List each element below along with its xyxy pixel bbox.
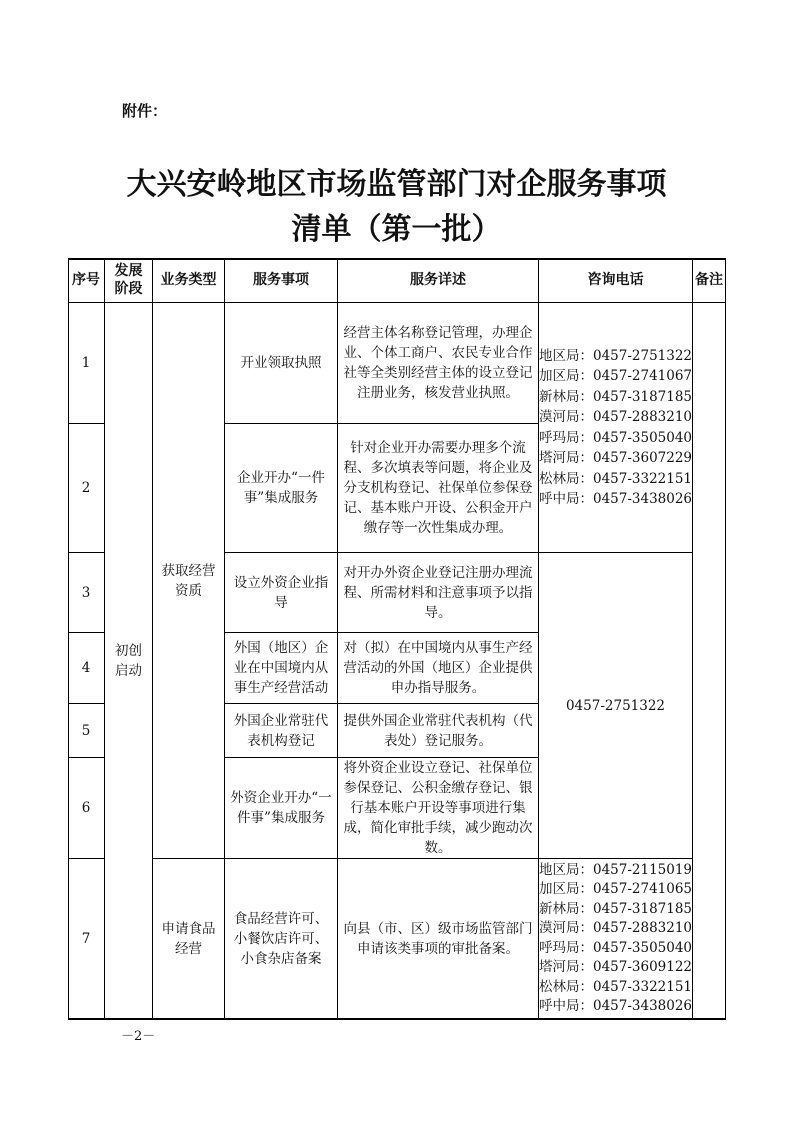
service-item: 外资企业开办“一件事”集成服务 bbox=[230, 790, 332, 826]
phone-entry: 呼玛局：0457-3505040 bbox=[538, 429, 693, 446]
header-phone: 咨询电话 bbox=[587, 272, 644, 288]
header-no: 序号 bbox=[72, 272, 100, 288]
service-detail: 提供外国企业常驻代表机构（代表处）登记服务。 bbox=[343, 712, 533, 749]
row-number: 5 bbox=[81, 722, 91, 739]
document-title-line2: 清单（第一批） bbox=[291, 212, 502, 247]
service-detail: 对开办外资企业登记注册办理流程、所需材料和注意事项予以指导。 bbox=[343, 564, 533, 621]
col-divider-6 bbox=[692, 258, 693, 1019]
phone-entry: 加区局：0457-2741067 bbox=[538, 368, 693, 384]
phone-entry: 新林局：0457-3187185 bbox=[538, 900, 693, 917]
row-number: 2 bbox=[81, 480, 91, 496]
service-detail: 对（拟）在中国境内从事生产经营活动的外国（地区）企业提供申办指导服务。 bbox=[343, 640, 533, 696]
phone-entry: 漠河局：0457-2883210 bbox=[538, 409, 693, 425]
table-border-bottom bbox=[68, 1018, 726, 1020]
attachment-label: 附件： bbox=[122, 102, 168, 120]
header-type: 业务类型 bbox=[160, 272, 217, 288]
type-cell-1: 获取经营资质 bbox=[161, 562, 216, 599]
phone-entry: 漠河局：0457-2883210 bbox=[538, 920, 693, 936]
row-number: 6 bbox=[81, 800, 91, 816]
phone-entry: 呼中局：0457-3438026 bbox=[538, 998, 693, 1014]
header-stage: 发展阶段 bbox=[114, 263, 143, 297]
type-cell-2: 申请食品经营 bbox=[161, 920, 216, 957]
header-item: 服务事项 bbox=[253, 272, 309, 288]
phone-entry: 塔河局：0457-3607229 bbox=[538, 450, 693, 466]
phone-entry: 塔河局：0457-3609122 bbox=[538, 959, 693, 975]
service-detail: 将外资企业设立登记、社保单位参保登记、公积金缴存登记、银行基本账户开设等事项进行集成，简化审批手续，减少跑动次数。 bbox=[343, 760, 533, 856]
service-item: 企业开办“一件事”集成服务 bbox=[237, 470, 325, 506]
page-number: －2－ bbox=[121, 1029, 156, 1044]
phone-entry: 呼玛局：0457-3505040 bbox=[538, 939, 693, 956]
service-item: 开业领取执照 bbox=[240, 355, 322, 371]
phone-entry: 松林局：0457-3322151 bbox=[538, 470, 693, 487]
row-number: 4 bbox=[81, 660, 91, 676]
phone-list-3 bbox=[539, 859, 692, 1018]
row-number: 7 bbox=[81, 930, 91, 947]
phone-entry: 加区局：0457-2741065 bbox=[538, 881, 693, 897]
header-detail: 服务详述 bbox=[410, 272, 466, 288]
service-detail: 向县（市、区）级市场监管部门申请该类事项的审批备案。 bbox=[343, 920, 533, 957]
row-number: 1 bbox=[81, 355, 91, 371]
stage-cell: 初创启动 bbox=[115, 642, 142, 679]
phone-entry: 新林局：0457-3187185 bbox=[538, 388, 693, 405]
service-item: 外国（地区）企业在中国境内从事生产经营活动 bbox=[233, 640, 329, 696]
service-item: 食品经营许可、小餐饮店许可、小食杂店备案 bbox=[233, 910, 329, 967]
phone-entry: 地区局：0457-2115019 bbox=[538, 861, 693, 878]
document-title-line1: 大兴安岭地区市场监管部门对企服务事项 bbox=[126, 167, 667, 202]
service-item: 设立外资企业指导 bbox=[233, 574, 329, 611]
service-item: 外国企业常驻代表机构登记 bbox=[233, 712, 329, 749]
header-note: 备注 bbox=[695, 272, 723, 288]
phone-single: 0457-2751322 bbox=[565, 697, 666, 714]
service-detail: 经营主体名称登记管理，办理企业、个体工商户、农民专业合作社等全类别经营主体的设立登记注册业务，核发营业执照。 bbox=[343, 325, 533, 401]
phone-list-1 bbox=[539, 303, 692, 552]
row-number: 3 bbox=[81, 584, 91, 601]
service-detail: 针对企业开办需要办理多个流程、多次填表等问题，将企业及分支机构登记、社保单位参保登记、基本账户开设、公积金开户缴存等一次性集成办理。 bbox=[343, 440, 533, 536]
table-border-right bbox=[725, 258, 726, 1019]
phone-entry: 地区局：0457-2751322 bbox=[538, 347, 693, 364]
phone-entry: 松林局：0457-3322151 bbox=[538, 978, 693, 995]
phone-entry: 呼中局：0457-3438026 bbox=[538, 491, 693, 507]
